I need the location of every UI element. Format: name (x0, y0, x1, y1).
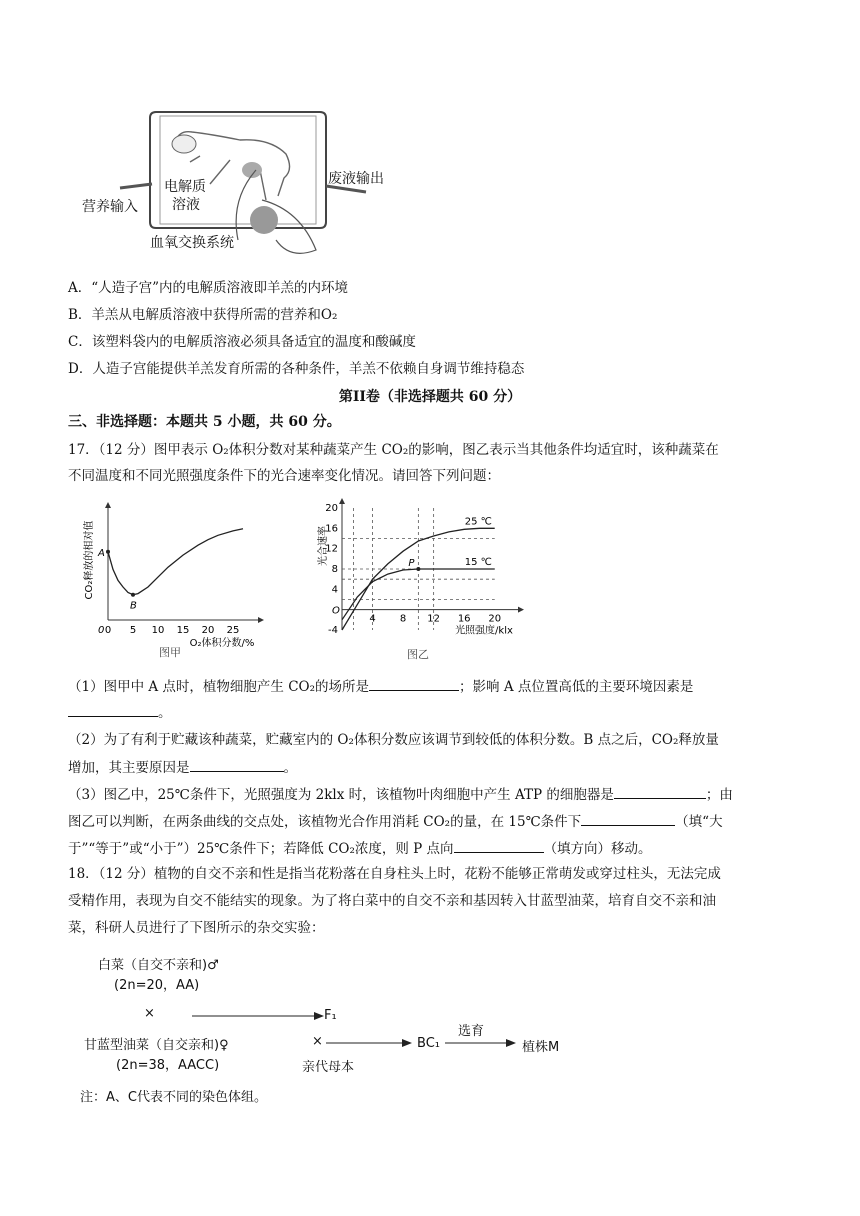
y-tick-label: 12 (325, 543, 338, 555)
q17-p3-text-b: ；由 (705, 787, 733, 803)
q17-p3-text-d: （填“大 (675, 814, 723, 830)
x-tick-label: 15 (176, 625, 190, 636)
diagram-note: 注：A、C代表不同的染色体组。 (80, 1090, 267, 1105)
q17-p1-text-a: （1）图甲中 A 点时，植物细胞产生 CO₂的场所是 (68, 679, 370, 695)
series-25c-label: 25 ℃ (464, 516, 492, 528)
chart-yi (300, 498, 540, 662)
q17-p2-line2 (68, 757, 297, 778)
chart-jia (80, 500, 270, 660)
x-tick-label: 16 (457, 613, 471, 625)
series-25c-curve (342, 528, 495, 630)
q17-p3-text-a: （3）图乙中，25℃条件下，光照强度为 2klx 时，该植物叶肉细胞中产生 ATP 的细胞器是 (68, 787, 614, 803)
option-c: C．该塑料袋内的电解质溶液必须具备适宜的温度和酸碱度 (68, 334, 416, 350)
x-axis-title: O₂体积分数/% (189, 638, 255, 649)
q17-p3-text-e: 于”“等于”或“小于”）25℃条件下；若降低 CO₂浓度，则 P 点向 (68, 841, 454, 857)
y-axis-title: CO₂释放的相对值 (84, 520, 95, 600)
ganlan-label: 甘蓝型油菜（自交亲和)♀ (84, 1038, 229, 1053)
q17-p2-a: （2）为了有利于贮藏该种蔬菜，贮藏室内的 O₂体积分数应该调节到较低的体积分数。B 点之后，CO₂释放量 (68, 732, 719, 748)
origin-label: O (332, 605, 340, 617)
q17-p3-text-f: （填方向）移动。 (543, 841, 652, 857)
origin-label: 0 (98, 625, 105, 636)
q17-p2-end: 。 (283, 760, 297, 776)
answer-blank-3[interactable] (190, 757, 284, 772)
f1-label: F₁ (324, 1008, 337, 1023)
y-tick-label: 8 (331, 564, 338, 575)
electrolyte-label-2: 溶液 (172, 197, 200, 213)
point-b-label: B (130, 600, 137, 612)
q17-p3-line3 (68, 838, 652, 859)
plant-m-label: 植株M (522, 1040, 560, 1055)
waste-output-label: 废液输出 (328, 171, 384, 187)
x-tick-label: 0 (104, 625, 112, 636)
artificial-womb-figure (80, 100, 400, 260)
q17-p1 (68, 676, 693, 697)
chart-caption: 图乙 (407, 648, 429, 661)
y-axis-title: 光合速率 (318, 526, 329, 566)
q18-line-1: 18．（12 分）植物的自交不亲和性是指当花粉落在自身柱头上时，花粉不能够正常萌发或穿过柱头，无法完成 (68, 866, 721, 882)
x-tick-label: 20 (488, 613, 502, 625)
q17-p1-text-b: ；影响 A 点位置高低的主要环境因素是 (459, 679, 694, 695)
y-axis-arrow (339, 498, 345, 504)
answer-blank-5[interactable] (581, 811, 675, 826)
point-a (106, 550, 110, 554)
co2-release-curve (108, 529, 243, 595)
q17-p3-line1 (68, 784, 733, 805)
q17-p1-end: 。 (158, 705, 172, 721)
answer-blank-2[interactable] (68, 702, 158, 717)
x-axis-title: 光照强度/klx (455, 625, 513, 637)
x-tick-label: 20 (201, 625, 215, 636)
x-tick-label: 10 (151, 625, 165, 636)
x-tick-label: 12 (427, 613, 441, 625)
y-axis-arrow (105, 502, 111, 508)
q17-intro-2: 不同温度和不同光照强度条件下的光合速率变化情况。请回答下列问题： (68, 468, 500, 484)
cross-sign-2: × (312, 1034, 323, 1049)
q17-p1-line2 (68, 702, 172, 723)
y-tick-label: 16 (325, 523, 338, 535)
x-axis-arrow (518, 607, 524, 613)
answer-blank-4[interactable] (614, 784, 706, 799)
option-b: B．羊羔从电解质溶液中获得所需的营养和O₂ (68, 307, 338, 323)
chart-caption: 图甲 (159, 646, 181, 659)
x-tick-label: 5 (129, 625, 137, 636)
ganlan-genome: (2n=38，AACC) (116, 1058, 220, 1073)
x-axis-arrow (258, 617, 264, 623)
q17-p3-line2 (68, 811, 723, 832)
parent-label: 亲代母本 (302, 1060, 355, 1075)
y-tick-label: -4 (328, 625, 338, 636)
answer-blank-1[interactable] (369, 676, 459, 691)
option-d: D．人造子宫能提供羊羔发育所需的各种条件，羊羔不依赖自身调节维持稳态 (68, 361, 525, 377)
bc1-label: BC₁ (417, 1036, 440, 1051)
blood-oxygen-label: 血氧交换系统 (150, 235, 234, 251)
electrolyte-label-1: 电解质 (164, 179, 206, 195)
q18-line-2: 受精作用，表现为自交不能结实的现象。为了将白菜中的自交不亲和基因转入甘蓝型油菜，培育自交不亲和油 (68, 893, 716, 909)
q17-p2-text-b: 增加，其主要原因是 (68, 760, 190, 776)
point-p-label: P (408, 558, 415, 569)
nutrient-input-label: 营养输入 (82, 199, 138, 215)
x-tick-label: 25 (226, 625, 240, 636)
cross-sign-1: × (144, 1006, 155, 1021)
section-heading: 三、非选择题：本题共 5 小题，共 60 分。 (68, 414, 341, 430)
point-b (131, 593, 135, 597)
answer-blank-6[interactable] (454, 838, 544, 853)
x-tick-label: 8 (399, 613, 407, 625)
option-a: A．“人造子宫”内的电解质溶液即羊羔的内环境 (68, 280, 349, 296)
point-a-label: A (98, 547, 105, 559)
q18-line-3: 菜，科研人员进行了下图所示的杂交实验： (68, 920, 325, 936)
q17-intro-1: 17．（12 分）图甲表示 O₂体积分数对某种蔬菜产生 CO₂的影响，图乙表示当其他条件均适宜时，该种蔬菜在 (68, 442, 719, 458)
x-tick-label: 4 (369, 613, 376, 625)
series-15c-label: 15 ℃ (464, 557, 492, 568)
baicai-genome: (2n=20，AA) (114, 978, 200, 993)
section-title: 第II卷（非选择题共 60 分） (338, 389, 522, 405)
select-label: 选育 (458, 1024, 485, 1039)
baicai-label: 白菜（自交不亲和)♂ (98, 958, 219, 973)
y-tick-label: 4 (331, 584, 338, 596)
point-p (416, 567, 420, 571)
y-tick-label: 20 (325, 503, 338, 514)
q17-p3-text-c: 图乙可以判断，在两条曲线的交点处，该植物光合作用消耗 CO₂的量，在 15℃条件下 (68, 814, 582, 830)
cross-diagram (80, 950, 580, 1110)
